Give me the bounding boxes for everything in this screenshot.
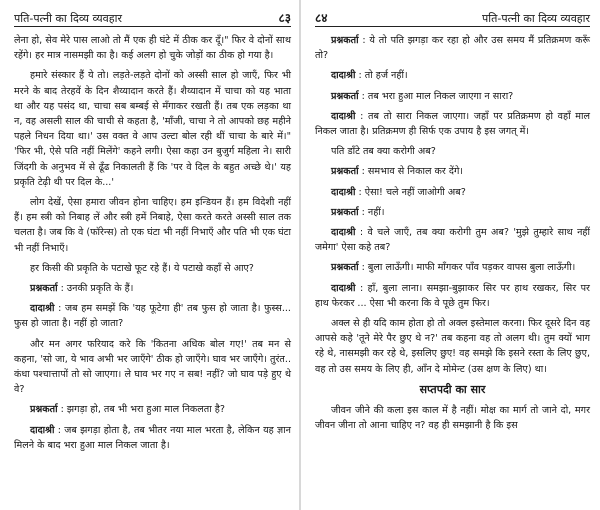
- page-number: ८४: [315, 11, 328, 25]
- paragraph: हमारे संस्कार हैं ये तो। लड़ते-लड़ते दोनों को अस्सी साल हो जाएँ, फिर भी मरने के बाद तेरहवें के दिन शैय्यादान करते हैं। शैय्यादान में चाचा को यह भाता था और यह पसंद था, चाचा सब बम्बई से मँगाकर रखती हैं। तब एक लड़का था न, वह असली साल की चाची से कहता है, 'माँजी, चाचा ने तो आपको छह महीने पहले निधन दिया था।' उस वक्त वे आप उल्टा बोल रही थीं चाचा के बारे में।" 'फिर भी, ऐसे पति नहीं मिलेंगे' कहने लगी। ऐसा कहा उन बुजुर्ग महिला ने। सारी जिंदगी के अनुभव में से ढूँढ निकालती हैं कि 'पर वे दिल के बहुत अच्छे थे।' यह प्रकृति टेढ़ी थी पर दिल के...': [14, 70, 291, 188]
- dialogue-text: : ये तो पति झगड़ा कर रहा हो और उस समय मैं प्रतिक्रमण करूँ तो?: [315, 35, 590, 62]
- right-page-header: [315, 0, 590, 27]
- right-page: [301, 0, 600, 510]
- dialogue-line: [315, 144, 590, 159]
- dialogue-text: : वे चले जाएँ, तब क्या करोगी तुम अब? 'मुझे तुम्हारे साथ नहीं जमेगा' ऐसा कहे तब?: [315, 227, 590, 254]
- dialogue-line: [315, 109, 590, 139]
- dialogue-text: : झगड़ा हो, तब भी भरा हुआ माल निकलता है?: [60, 404, 225, 416]
- dialogue-text: : तो हर्ज नहीं।: [358, 70, 408, 82]
- paragraph: लेना हो, सेव मेरे पास लाओ तो मैं एक ही घंटे में ठीक कर दूँ।" फिर वे दोनों साथ रहेंगे। हर मात्र नासमझी का है। कई अलग हो चुके जोड़ों का ठीक हो गया है।: [14, 35, 291, 62]
- speaker: प्रश्नकर्ता: [331, 206, 359, 218]
- speaker: प्रश्नकर्ता: [30, 404, 58, 416]
- dialogue-line: [315, 281, 590, 311]
- dialogue-text: : बुला लाऊँगी। माफी माँगकर पाँव पड़कर वापस बुला लाऊँगी।: [361, 262, 576, 274]
- dialogue-line: [14, 281, 291, 296]
- speaker: प्रश्नकर्ता: [331, 90, 359, 102]
- paragraph: हर किसी की प्रकृति के पटाखे फूट रहे हैं। ये पटाखे कहाँ से आए?: [30, 262, 254, 274]
- dialogue-text: : उनकी प्रकृति के हैं।: [60, 283, 134, 295]
- speaker: दादाश्री: [331, 70, 356, 82]
- speaker: प्रश्नकर्ता: [30, 283, 58, 295]
- speaker: दादाश्री: [331, 110, 356, 122]
- dialogue-text: : समभाव से निकाल कर देंगे।: [361, 166, 463, 178]
- dialogue-text: : जब झगड़ा होता है, तब भीतर नया माल भरता है, लेकिन यह ज्ञान मिलने के बाद भरा हुआ माल निकल जाता है।: [14, 424, 291, 451]
- speaker: दादाश्री: [331, 282, 356, 294]
- dialogue-text: : नहीं।: [361, 206, 385, 218]
- section-heading: सप्तपदी का सार: [419, 382, 486, 396]
- speaker: प्रश्नकर्ता: [331, 166, 359, 178]
- dialogue-line: [315, 68, 590, 83]
- speaker: दादाश्री: [331, 186, 356, 198]
- dialogue-text: अक्ल से ही यदि काम होता हो तो अक्ल इस्तेमाल करना। फिर दूसरे दिन वह आपसे कहे 'तूने मेरे पैर छुए थे न?' तब कहना वह तो अलग थी। तुम क्यों भाग रहे थे, नासमझी कर रहे थे, इसलिए छुए! वह समझे कि इसने रस्ता के लिए छुए, वह तो उस समय के लिए ही, आँन दे मोमेन्ट (उस क्षण के लिए) था।: [315, 318, 590, 375]
- page-number: ८३: [278, 11, 291, 25]
- dialogue-line: [315, 33, 590, 63]
- dialogue-text: : तब तो सारा निकल जाएगा। जहाँ पर प्रतिक्रमण हो वहाँ माल निकल जाता है। प्रतिक्रमण ही सिर्फ एक उपाय है इस जगत् में।: [315, 110, 590, 138]
- dialogue-text: : तब भरा हुआ माल निकल जाएगा न सारा?: [361, 90, 514, 102]
- speaker: दादाश्री: [30, 303, 55, 315]
- speaker: दादाश्री: [30, 424, 55, 436]
- dialogue-text: : हाँ, बुला लाना। समझा-बुझाकर सिर पर हाथ रखकर, सिर पर हाथ फेरकर ... ऐसा भी करना कि वे पूछे तुम फिर।: [315, 282, 590, 309]
- dialogue-line: [14, 337, 291, 398]
- speaker: प्रश्नकर्ता: [331, 262, 359, 274]
- left-page: [0, 0, 299, 510]
- dialogue-line: [315, 205, 590, 220]
- paragraph: लोग देखें, ऐसा हमारा जीवन होना चाहिए। हम इन्डियन हैं। हम विदेशी नहीं हैं। हम स्त्री को निबाह लें और स्त्री हमें निबाहे, ऐसा करते करते अस्सी साल तक चलता है। जब कि वे (फॉरेन्स) तो एक घंटा भी नहीं निभाएँ और पति भी एक घंटा भी नहीं निभाएँ।: [14, 197, 291, 254]
- right-page-body: [315, 33, 590, 433]
- dialogue-text: और मन अगर फरियाद करे कि 'कितना अधिक बोल गए!' तब मन से कहना, 'सो जा, ये भाव अभी भर जाएँगे' ठीक हो जाएँगे। घाव भर जाएँगे। तुरंत.. कंधा पश्चात्तापों तो सो जाएगा। ले घाव भर गए न सब! नहीं? जो घाव पड़े हुए थे वे?: [14, 338, 291, 396]
- dialogue-text: : ऐसा! चले नहीं जाओगी अब?: [358, 186, 466, 198]
- speaker: प्रश्नकर्ता: [331, 35, 359, 46]
- dialogue-line: [315, 164, 590, 179]
- speaker: दादाश्री: [331, 227, 356, 239]
- running-title: पति-पत्नी का दिव्य व्यवहार: [482, 12, 590, 25]
- paragraph: [315, 316, 590, 377]
- dialogue-line: [14, 423, 291, 453]
- dialogue-line: [14, 402, 291, 417]
- paragraph: जीवन जीने की कला इस काल में है नहीं। मोक्ष का मार्ग तो जाने दो, मगर जीवन जीना तो आना चाहिए न? वह ही समझानी है कि इस: [315, 405, 590, 432]
- dialogue-text: पति डाँटे तब क्या करोगी अब?: [331, 146, 436, 158]
- dialogue-line: [315, 89, 590, 104]
- left-page-header: [14, 0, 291, 27]
- left-page-body: [14, 33, 291, 453]
- dialogue-line: [14, 301, 291, 331]
- dialogue-line: [315, 185, 590, 200]
- dialogue-line: [315, 260, 590, 275]
- running-title: पति-पत्नी का दिव्य व्यवहार: [14, 12, 122, 25]
- dialogue-line: [315, 225, 590, 255]
- dialogue-text: : जब हम समझें कि 'यह फूटेगा ही' तब फुस हो जाता है। फुस्स... फुस हो जाता है। नहीं हो जाता?: [14, 303, 291, 330]
